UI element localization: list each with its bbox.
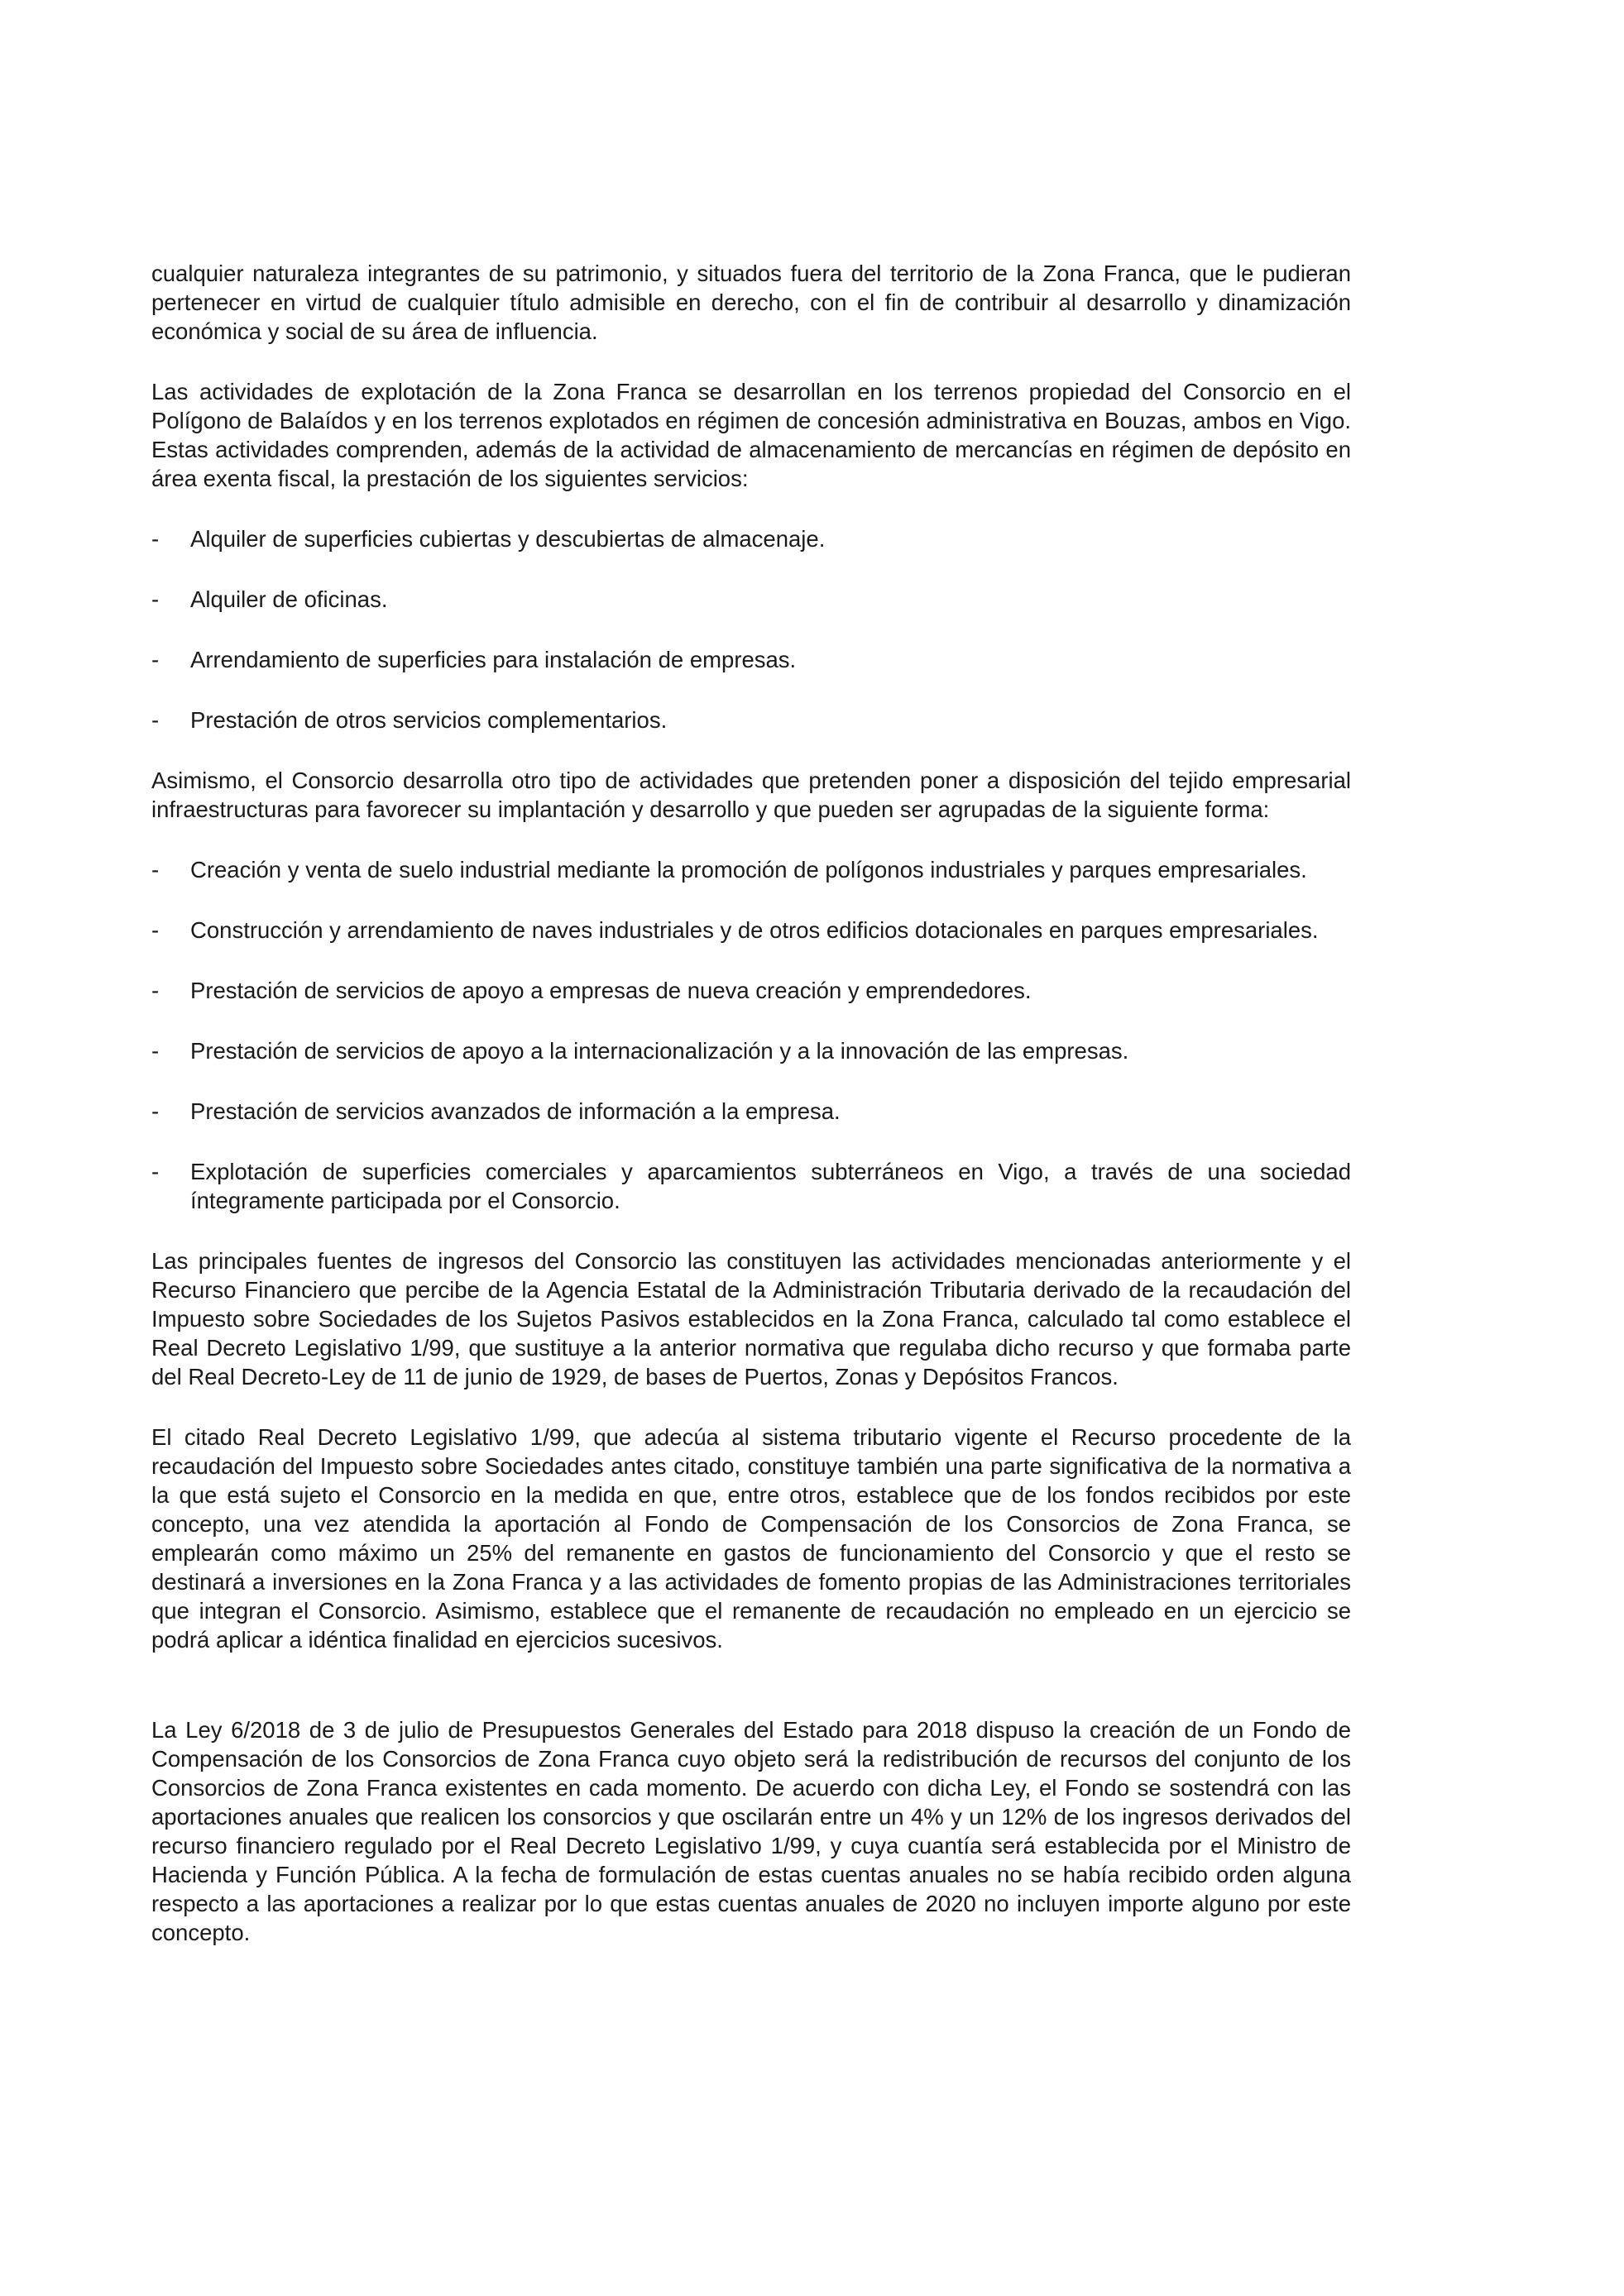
list-item-text: Prestación de otros servicios complementarios. [190,707,668,733]
list-dash: - [151,857,160,883]
list-item-text: Arrendamiento de superficies para instalación de empresas. [190,647,797,672]
list-item [151,585,1351,614]
list-item [151,1157,1351,1215]
list-dash: - [151,647,160,672]
list-dash: - [151,917,160,943]
list-item-text: Prestación de servicios de apoyo a la internacionalización y a la innovación de las empresas. [190,1038,1129,1064]
paragraph-ley-presupuestos: La Ley 6/2018 de 3 de julio de Presupuestos Generales del Estado para 2018 dispuso la creación de un Fondo de Compensación de los Consorcios de Zona Franca cuyo objeto será la redistribución de recursos del conjunto de los Consorcios de Zona Franca existentes en cada momento. De acuerdo con dicha Ley, el Fondo se sostendrá con las aportaciones anuales que realicen los consorcios y que oscilarán entre un 4% y un 12% de los ingresos derivados del recurso financiero regulado por el Real Decreto Legislativo 1/99, y cuya cuantía será establecida por el Ministro de Hacienda y Función Pública. A la fecha de formulación de estas cuentas anuales no se había recibido orden alguna respecto a las aportaciones a realizar por lo que estas cuentas anuales de 2020 no incluyen importe alguno por este concepto. [151,1717,1351,1945]
list-item [151,976,1351,1005]
list-item [151,706,1351,734]
list-item [151,524,1351,553]
list-dash: - [151,1098,160,1124]
list-dash: - [151,978,160,1003]
list-dash: - [151,707,160,733]
list-item-text: Prestación de servicios avanzados de información a la empresa. [190,1098,841,1124]
activities-list [151,855,1351,1215]
paragraph-otras-actividades: Asimismo, el Consorcio desarrolla otro tipo de actividades que pretenden poner a disposición del tejido empresarial infraestructuras para favorecer su implantación y desarrollo y que pueden ser agrupadas de la siguiente forma: [151,768,1351,822]
list-item [151,1036,1351,1065]
list-item [151,916,1351,945]
paragraph-fuentes-ingresos: Las principales fuentes de ingresos del Consorcio las constituyen las actividades mencionadas anteriormente y el Recurso Financiero que percibe de la Agencia Estatal de la Administración Tributaria derivado de la recaudación del Impuesto sobre Sociedades de los Sujetos Pasivos establecidos en la Zona Franca, calculado tal como establece el Real Decreto Legislativo 1/99, que sustituye a la anterior normativa que regulaba dicho recurso y que formaba parte del Real Decreto-Ley de 11 de junio de 1929, de bases de Puertos, Zonas y Depósitos Francos. [151,1248,1351,1390]
document-body [151,259,1351,1978]
list-item-text: Construcción y arrendamiento de naves industriales y de otros edificios dotacionales en parques empresariales. [190,917,1319,943]
list-item-text: Alquiler de oficinas. [190,586,388,612]
list-item-text: Prestación de servicios de apoyo a empresas de nueva creación y emprendedores. [190,978,1032,1003]
list-item-text: Creación y venta de suelo industrial mediante la promoción de polígonos industriales y parques empresariales. [190,857,1307,883]
services-list [151,524,1351,734]
paragraph-actividades-explotacion: Las actividades de explotación de la Zona Franca se desarrollan en los terrenos propiedad del Consorcio en el Polígono de Balaídos y en los terrenos explotados en régimen de concesión administrativa en Bouzas, ambos en Vigo. Estas actividades comprenden, además de la actividad de almacenamiento de mercancías en régimen de depósito en área exenta fiscal, la prestación de los siguientes servicios: [151,379,1351,491]
paragraph-patrimonio: cualquier naturaleza integrantes de su patrimonio, y situados fuera del territorio de la Zona Franca, que le pudieran pertenecer en virtud de cualquier título admisible en derecho, con el fin de contribuir al desarrollo y dinamización económica y social de su área de influencia. [151,261,1351,344]
list-item-text: Alquiler de superficies cubiertas y descubiertas de almacenaje. [190,526,826,552]
paragraph-real-decreto: El citado Real Decreto Legislativo 1/99, que adecúa al sistema tributario vigente el Recurso procedente de la recaudación del Impuesto sobre Sociedades antes citado, constituye también una parte significativa de la normativa a la que está sujeto el Consorcio en la medida en que, entre otros, establece que de los fondos recibidos por este concepto, una vez atendida la aportación al Fondo de Compensación de los Consorcios de Zona Franca, se emplearán como máximo un 25% del remanente en gastos de funcionamiento del Consorcio y que el resto se destinará a inversiones en la Zona Franca y a las actividades de fomento propias de las Administraciones territoriales que integran el Consorcio. Asimismo, establece que el remanente de recaudación no empleado en un ejercicio se podrá aplicar a idéntica finalidad en ejercicios sucesivos. [151,1424,1351,1653]
list-item-text: Explotación de superficies comerciales y aparcamientos subterráneos en Vigo, a través de una sociedad íntegramente participada por el Consorcio. [190,1159,1351,1213]
list-dash: - [151,586,160,612]
list-item [151,645,1351,674]
list-dash: - [151,526,160,552]
list-item [151,855,1351,884]
list-item [151,1097,1351,1126]
list-dash: - [151,1038,160,1064]
list-dash: - [151,1159,160,1184]
